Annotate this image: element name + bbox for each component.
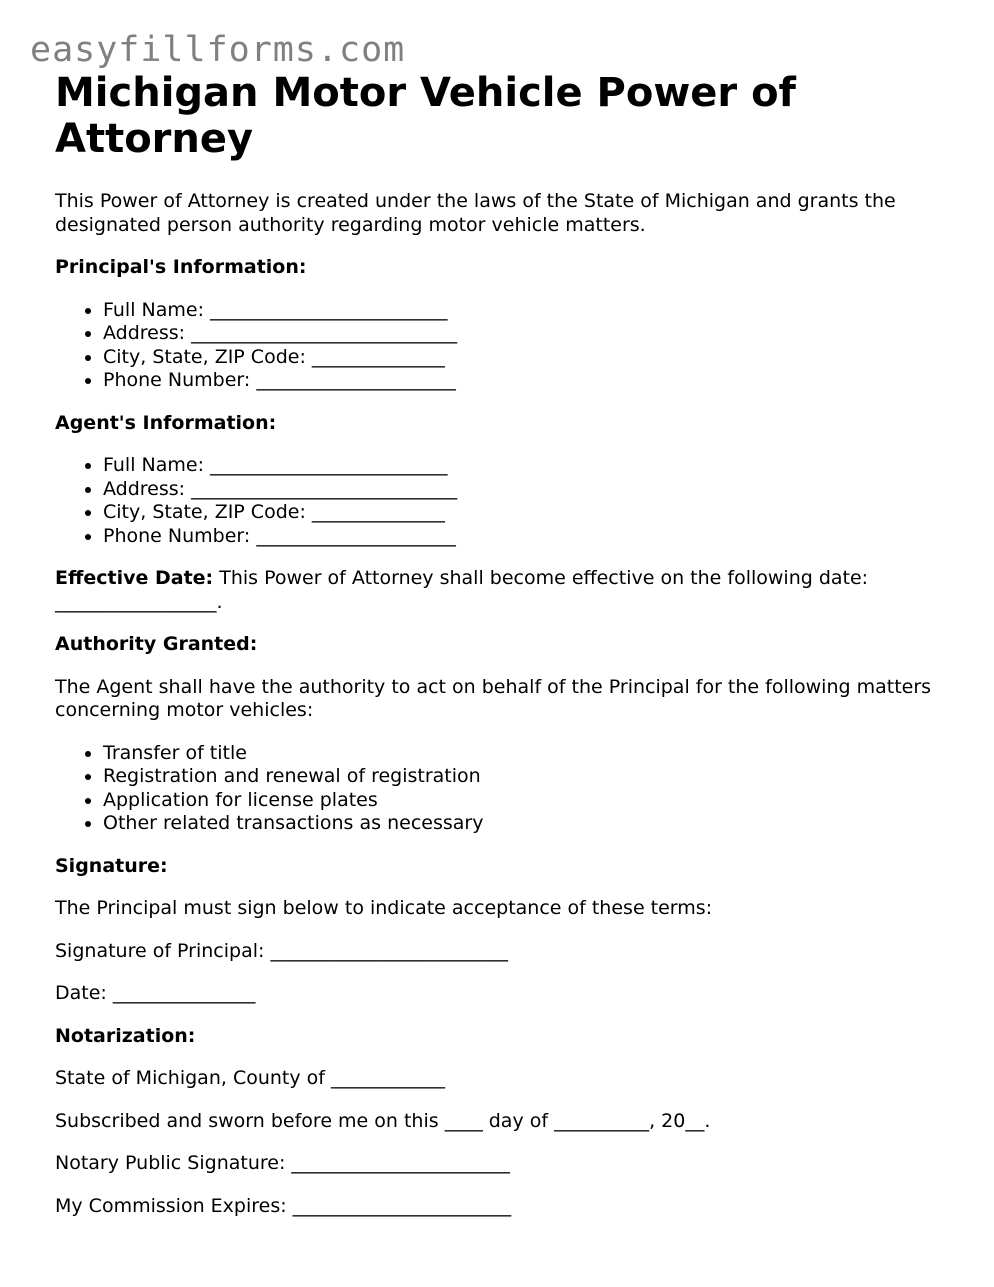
principal-phone-field: • Phone Number: _____________________ [103,369,945,393]
intro-paragraph: This Power of Attorney is created under the laws of the State of Michigan and grants the designated person authority regarding motor vehicle matters. [55,190,896,236]
notarization-heading: Notarization: [55,1024,196,1047]
agent-full-name-field: • Full Name: _________________________ [103,454,945,478]
authority-item: • Registration and renewal of registration [103,765,945,789]
principal-city-state-zip-field: • City, State, ZIP Code: ______________ [103,346,945,370]
notary-signature-line: Notary Public Signature: _______________________ [55,1152,510,1174]
document-body [55,70,945,1218]
authority-item: • Other related transactions as necessary [103,812,945,836]
agent-city-state-zip-field: • City, State, ZIP Code: ______________ [103,501,945,525]
principal-full-name-field: • Full Name: _________________________ [103,299,945,323]
commission-expires-line: My Commission Expires: _______________________ [55,1194,512,1217]
authority-item: • Transfer of title [103,742,945,766]
agent-phone-field: • Phone Number: _____________________ [103,525,945,549]
watermark: easyfillforms.com [30,30,406,70]
authority-item: • Application for license plates [103,789,945,813]
authority-paragraph: The Agent shall have the authority to act on behalf of the Principal for the following matters concerning motor vehicles: [55,675,932,721]
sworn-line: Subscribed and sworn before me on this ____ day of __________, 20__. [55,1109,711,1132]
principal-heading: Principal's Information: [55,256,307,278]
county-line: State of Michigan, County of ____________ [55,1067,446,1089]
agent-address-field: • Address: ____________________________ [103,478,945,502]
effective-date-label: Effective Date: [55,567,214,589]
effective-date-paragraph [55,567,945,614]
principal-address-field: • Address: ____________________________ [103,322,945,346]
authority-list [55,742,945,836]
principal-signature-line: Signature of Principal: _________________________ [55,939,508,962]
signature-paragraph: The Principal must sign below to indicate acceptance of these terms: [55,897,713,919]
agent-heading: Agent's Information: [55,411,277,434]
authority-heading: Authority Granted: [55,633,258,655]
effective-date-text: This Power of Attorney shall become effective on the following date: _________________. [55,567,869,613]
agent-fields-list [55,454,945,548]
document-title: Michigan Motor Vehicle Power of Attorney [55,70,796,162]
principal-fields-list [55,299,945,393]
signature-heading: Signature: [55,854,168,877]
signature-date-line: Date: _______________ [55,982,256,1004]
